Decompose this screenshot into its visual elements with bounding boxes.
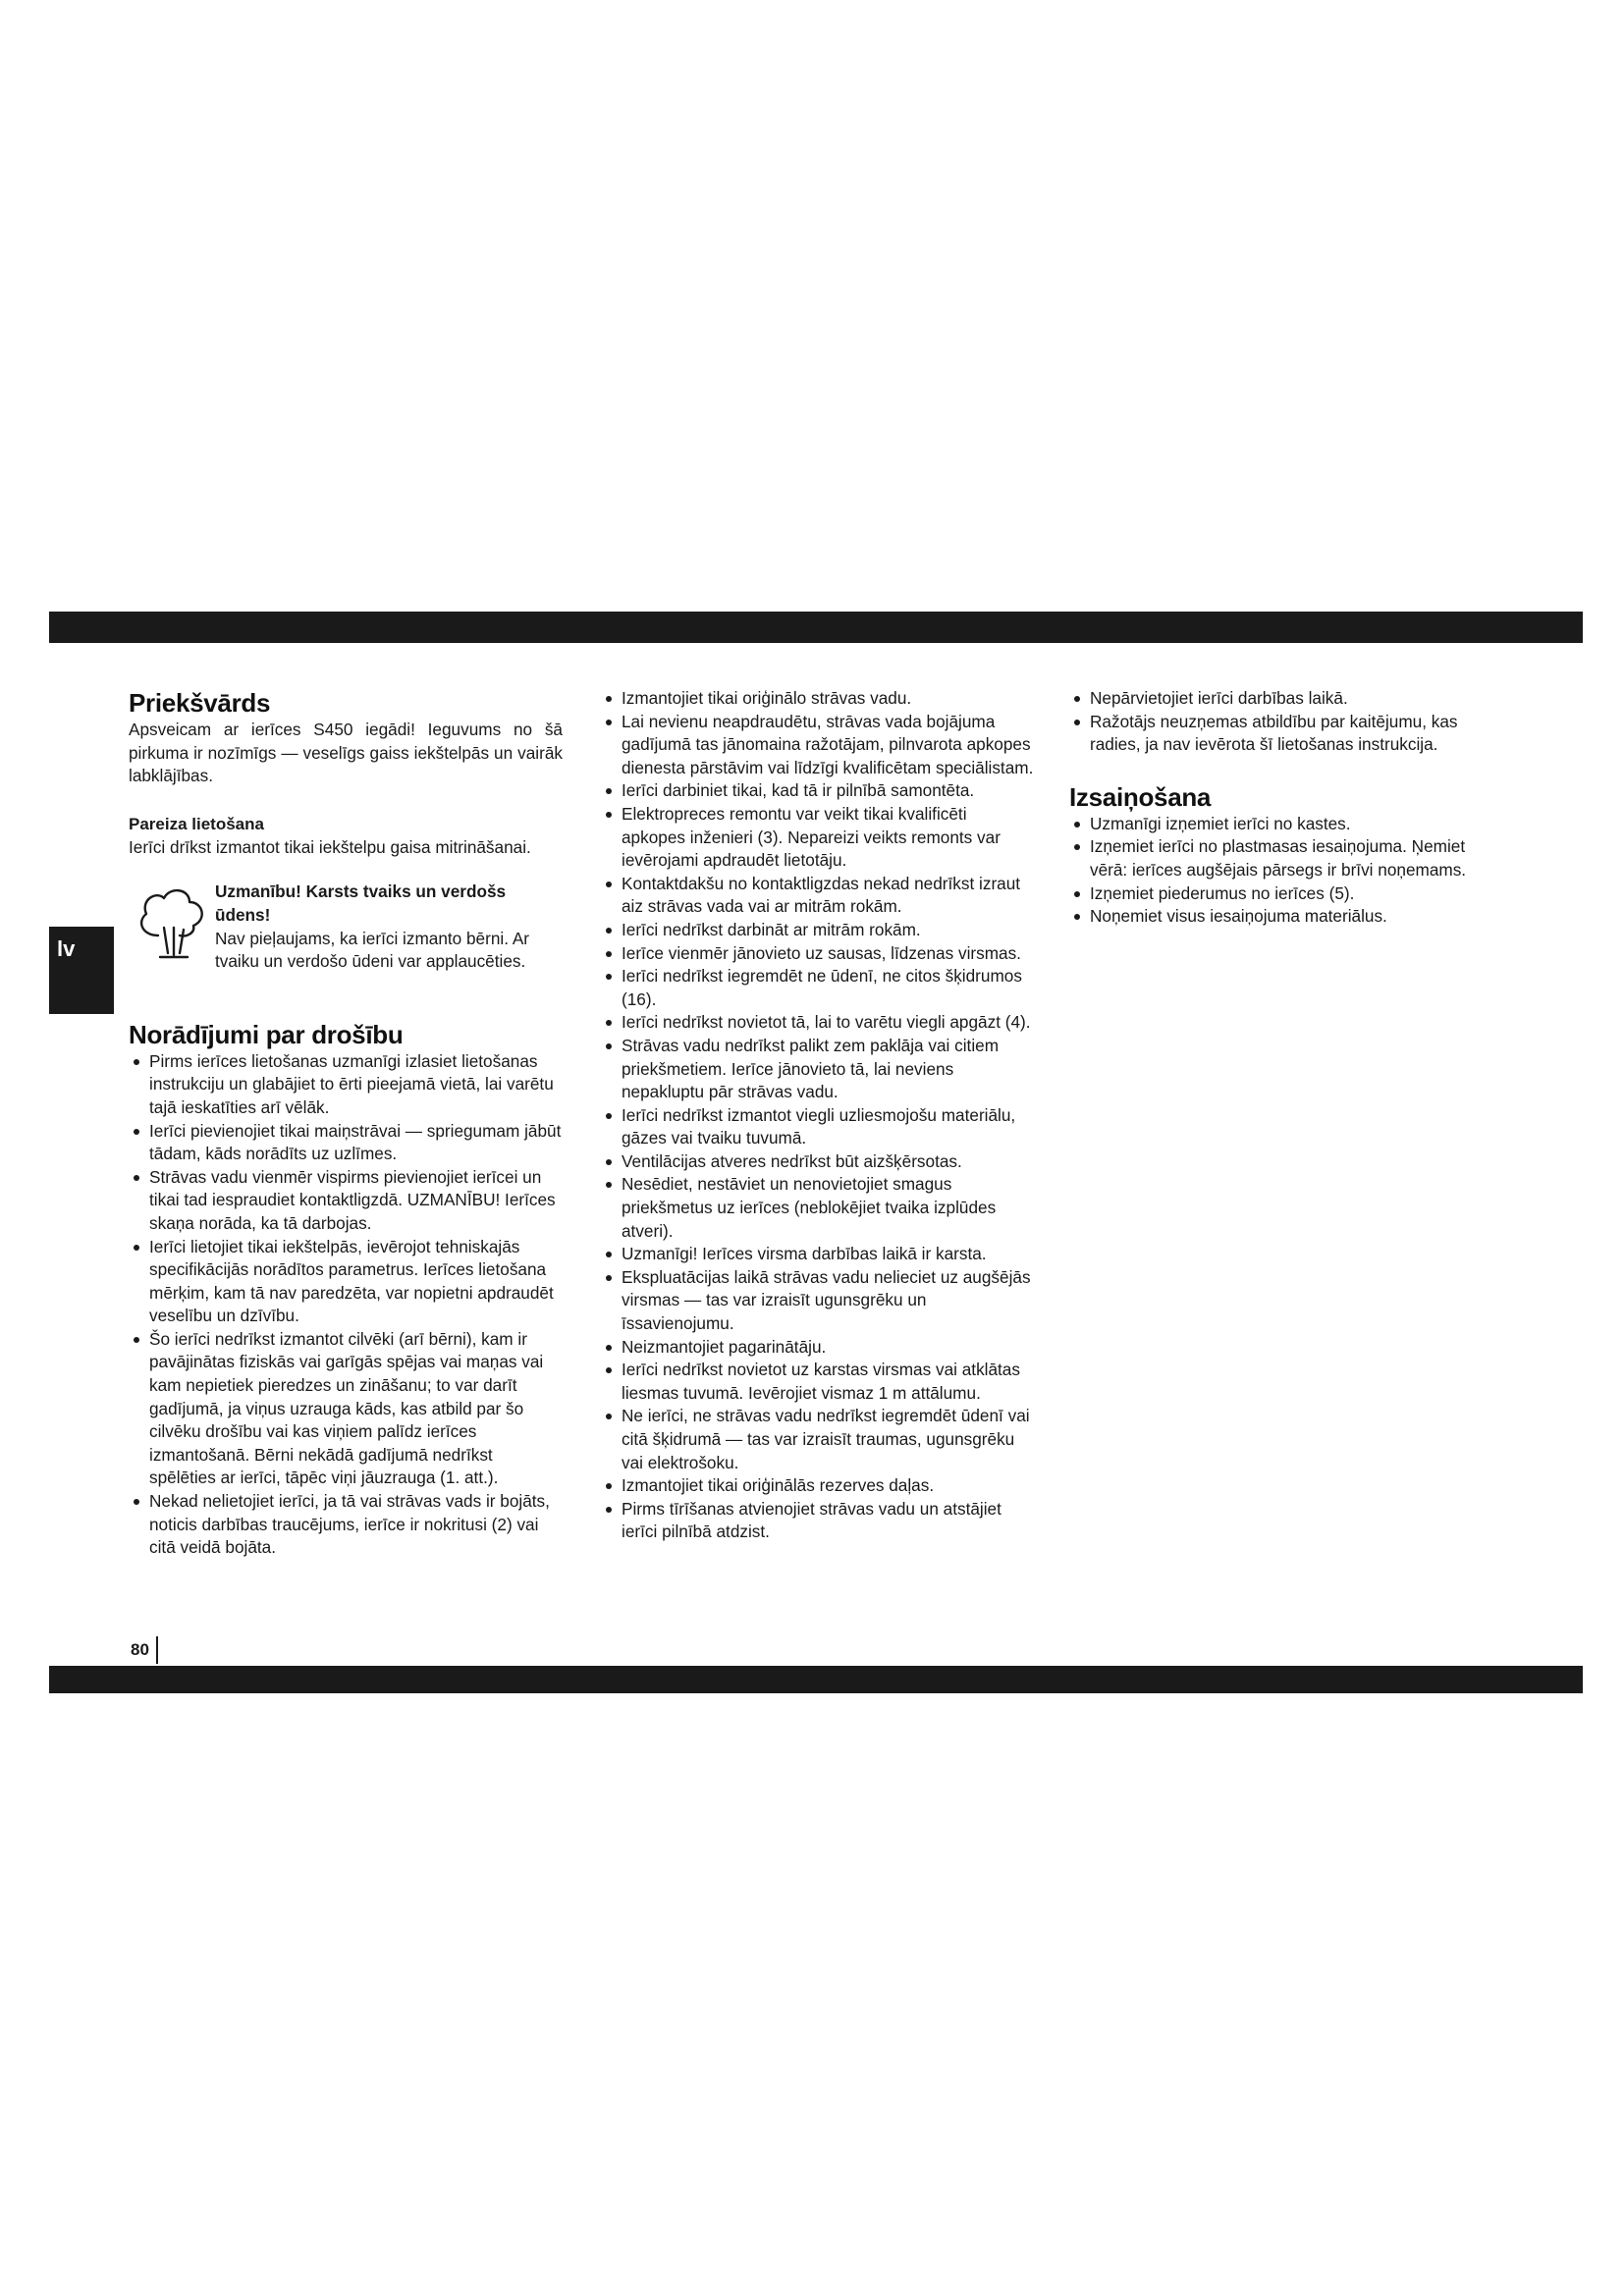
list-item: Strāvas vadu vienmēr vispirms pievienojiet ierīcei un tikai tad iespraudiet kontaktligzdā. UZMANĪBU! Ierīces skaņa norāda, ka tā darbojas. bbox=[129, 1166, 563, 1236]
list-item: Ekspluatācijas laikā strāvas vadu nelieciet uz augšējās virsmas — tas var izraisīt ugunsgrēku un īssavienojumu. bbox=[601, 1266, 1035, 1336]
list-item: Ierīci pievienojiet tikai maiņstrāvai — spriegumam jābūt tādam, kāds norādīts uz uzlīmes. bbox=[129, 1120, 563, 1166]
header-bar bbox=[49, 612, 1583, 643]
list-item: Izņemiet piederumus no ierīces (5). bbox=[1069, 882, 1489, 906]
unpacking-title: Izsaiņošana bbox=[1069, 781, 1212, 812]
foreword-text: Apsveicam ar ierīces S450 iegādi! Ieguvums no šā pirkuma ir nozīmīgs — veselīgs gaiss iekštelpās un vairāk labklājības. bbox=[129, 720, 563, 786]
list-item: Nesēdiet, nestāviet un nenovietojiet smagus priekšmetus uz ierīces (neblokējiet tvaika izplūdes atveri). bbox=[601, 1173, 1035, 1243]
unpacking-list bbox=[1069, 813, 1489, 929]
list-item: Lai nevienu neapdraudētu, strāvas vada bojājuma gadījumā tas jānomaina ražotājam, pilnvarota apkopes dienesta pārstāvim vai līdzīgi kvalificētam speciālistam. bbox=[601, 711, 1035, 780]
list-item: Ne ierīci, ne strāvas vadu nedrīkst iegremdēt ūdenī vai citā šķidrumā — tas var izraisīt traumas, ugunsgrēku vai elektrošoku. bbox=[601, 1405, 1035, 1474]
list-item: Uzmanīgi izņemiet ierīci no kastes. bbox=[1069, 813, 1489, 836]
proper-use-title: Pareiza lietošana bbox=[129, 814, 264, 833]
list-item: Ierīci nedrīkst iegremdēt ne ūdenī, ne citos šķidrumos (16). bbox=[601, 965, 1035, 1011]
safety-list-right bbox=[1069, 687, 1489, 757]
list-item: Elektropreces remontu var veikt tikai kvalificēti apkopes inženieri (3). Nepareizi veikts remonts var ievērojami apdraudēt lietotāju. bbox=[601, 803, 1035, 873]
language-tab-label: lv bbox=[57, 936, 76, 961]
list-item: Ražotājs neuzņemas atbildību par kaitējumu, kas radies, ja nav ievērota šī lietošanas instrukcija. bbox=[1069, 711, 1489, 757]
list-item: Izņemiet ierīci no plastmasas iesaiņojuma. Ņemiet vērā: ierīces augšējais pārsegs ir brīvi noņemams. bbox=[1069, 835, 1489, 881]
column-left bbox=[129, 687, 563, 1560]
list-item: Ierīci nedrīkst novietot tā, lai to varētu viegli apgāzt (4). bbox=[601, 1011, 1035, 1035]
safety-list-left bbox=[129, 1050, 563, 1560]
list-item: Ierīci nedrīkst novietot uz karstas virsmas vai atklātas liesmas tuvumā. Ievērojiet vismaz 1 m attālumu. bbox=[601, 1359, 1035, 1405]
column-right bbox=[1069, 687, 1489, 929]
warning-text: Nav pieļaujams, ka ierīci izmanto bērni. Ar tvaiku un verdošo ūdeni var applaucēties. bbox=[215, 928, 530, 972]
list-item: Neizmantojiet pagarinātāju. bbox=[601, 1336, 1035, 1360]
language-tab bbox=[49, 927, 114, 1014]
list-item: Nepārvietojiet ierīci darbības laikā. bbox=[1069, 687, 1489, 711]
list-item: Pirms tīrīšanas atvienojiet strāvas vadu un atstājiet ierīci pilnībā atdzist. bbox=[601, 1498, 1035, 1544]
list-item: Ierīci lietojiet tikai iekštelpās, ievērojot tehniskajās specifikācijās norādītos parametrus. Ierīces lietošana mērķim, kam tā nav paredzēta, var nopietni apdraudēt veselību un dzīvību. bbox=[129, 1236, 563, 1328]
list-item: Ierīci nedrīkst izmantot viegli uzliesmojošu materiālu, gāzes vai tvaiku tuvumā. bbox=[601, 1104, 1035, 1150]
list-item: Noņemiet visus iesaiņojuma materiālus. bbox=[1069, 905, 1489, 929]
list-item: Izmantojiet tikai oriģinālo strāvas vadu. bbox=[601, 687, 1035, 711]
list-item: Šo ierīci nedrīkst izmantot cilvēki (arī bērni), kam ir pavājinātas fiziskās vai garīgās spējas vai maņas vai kam nepietiek pieredzes un zināšanu; to var darīt gadījumā, ja viņus uzrauga kāds, kas atbild par šo cilvēku drošību vai kas viņiem palīdz ierīces izmantošanā. Bērni nekādā gadījumā nedrīkst spēlēties ar ierīci, tāpēc viņi jāuzrauga (1. att.). bbox=[129, 1328, 563, 1490]
list-item: Uzmanīgi! Ierīces virsma darbības laikā ir karsta. bbox=[601, 1243, 1035, 1266]
proper-use-text: Ierīci drīkst izmantot tikai iekštelpu gaisa mitrināšanai. bbox=[129, 836, 531, 857]
list-item: Strāvas vadu nedrīkst palikt zem paklāja vai citiem priekšmetiem. Ierīce jānovieto tā, lai neviens nepakluptu pār strāvas vadu. bbox=[601, 1035, 1035, 1104]
list-item: Ierīci darbiniet tikai, kad tā ir pilnībā samontēta. bbox=[601, 779, 1035, 803]
footer-bar bbox=[49, 1666, 1583, 1693]
list-item: Ventilācijas atveres nedrīkst būt aizšķērsotas. bbox=[601, 1150, 1035, 1174]
column-middle bbox=[601, 687, 1035, 1544]
warning-box bbox=[129, 881, 563, 973]
steam-warning-icon bbox=[129, 881, 211, 963]
page-number: 80 bbox=[129, 1636, 158, 1664]
list-item: Ierīci nedrīkst darbināt ar mitrām rokām. bbox=[601, 919, 1035, 942]
list-item: Pirms ierīces lietošanas uzmanīgi izlasiet lietošanas instrukciju un glabājiet to ērti pieejamā vietā, lai varētu tajā ieskatīties arī vēlāk. bbox=[129, 1050, 563, 1120]
safety-title: Norādījumi par drošību bbox=[129, 1019, 404, 1049]
safety-list-middle bbox=[601, 687, 1035, 1544]
list-item: Nekad nelietojiet ierīci, ja tā vai strāvas vads ir bojāts, noticis darbības traucējums, ierīce ir nokritusi (2) vai citā veidā bojāta. bbox=[129, 1490, 563, 1560]
list-item: Ierīce vienmēr jānovieto uz sausas, līdzenas virsmas. bbox=[601, 942, 1035, 966]
warning-title: Uzmanību! Karsts tvaiks un verdošs ūdens! bbox=[215, 881, 507, 925]
list-item: Kontaktdakšu no kontaktligzdas nekad nedrīkst izraut aiz strāvas vada vai ar mitrām rokām. bbox=[601, 873, 1035, 919]
list-item: Izmantojiet tikai oriģinālās rezerves daļas. bbox=[601, 1474, 1035, 1498]
foreword-title: Priekšvārds bbox=[129, 688, 271, 718]
